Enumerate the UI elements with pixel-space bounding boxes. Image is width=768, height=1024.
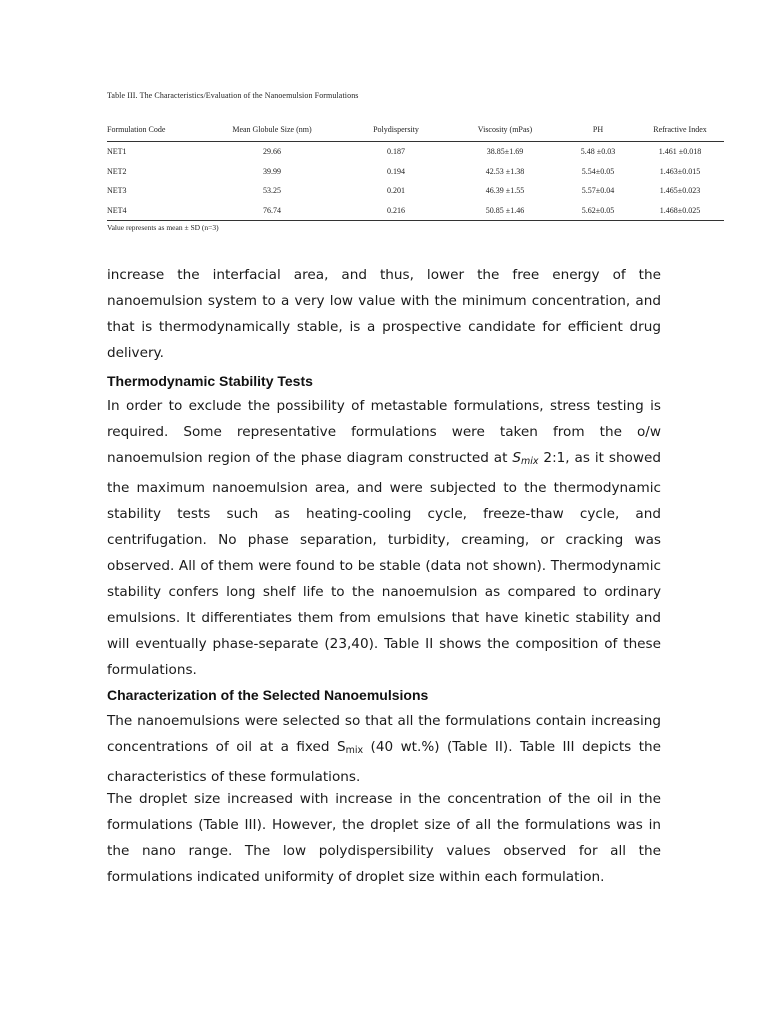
characterization-paragraph-1 xyxy=(107,708,661,790)
cell-globule-size: 39.99 xyxy=(263,166,281,176)
paragraph-text: In order to exclude the possibility of metastable formulations, stress testing is required. Some representative formulations were taken from the o/w nanoemulsion region of the phase diagram constructed at xyxy=(107,398,661,466)
header-mean-globule-size: Mean Globule Size (nm) xyxy=(202,117,342,142)
cell-refractive-index: 1.465±0.023 xyxy=(659,186,701,196)
table-row xyxy=(107,201,724,221)
paragraph-text: 2:1, as it showed the maximum nanoemulsion area, and were subjected to the thermodynamic stability tests such as heating-cooling cycle, freeze-thaw cycle, and centrifugation. No phase separation, turbidity, creaming, or cracking was observed. All of them were found to be stable (data not shown). Thermodynamic stability confers long shelf life to the nanoemulsion as compared to ordinary emulsions. It differentiates them from emulsions that have kinetic stability and will eventually phase-separate (23,40). Table II shows the composition of these formulations. xyxy=(107,450,661,678)
thermodynamic-stability-paragraph xyxy=(107,393,661,683)
cell-globule-size: 76.74 xyxy=(202,201,342,221)
cell-refractive-index: 1.461 ±0.018 xyxy=(658,147,702,157)
paragraph-text: (40 wt.%) (Table II). Table III depicts the characteristics of these formulations. xyxy=(107,739,662,785)
cell-globule-size: 29.66 xyxy=(263,147,281,157)
cell-viscosity: 46.39 ±1.55 xyxy=(485,186,525,196)
table-row xyxy=(107,181,724,201)
cell-viscosity: 42.53 ±1.38 xyxy=(485,166,525,176)
table-header-row xyxy=(107,117,724,142)
cell-formulation-code: NET2 xyxy=(107,166,127,176)
section-heading-characterization: Characterization of the Selected Nanoemulsions xyxy=(107,687,429,703)
cell-formulation-code: NET1 xyxy=(107,147,127,157)
cell-polydispersity: 0.216 xyxy=(342,201,450,221)
header-polydispersity: Polydispersity xyxy=(342,117,450,142)
table-row xyxy=(107,142,724,162)
cell-formulation-code: NET3 xyxy=(107,186,127,196)
smix-subscript: mix xyxy=(521,456,539,467)
header-formulation-code: Formulation Code xyxy=(107,117,202,142)
smix-symbol xyxy=(512,450,538,466)
cell-polydispersity: 0.201 xyxy=(387,186,405,196)
header-refractive-index: Refractive Index xyxy=(636,117,724,142)
cell-polydispersity: 0.194 xyxy=(387,166,405,176)
cell-ph: 5.48 ±0.03 xyxy=(580,147,616,157)
cell-globule-size: 53.25 xyxy=(263,186,281,196)
cell-ph: 5.62±0.05 xyxy=(560,201,636,221)
table-footnote: Value represents as mean ± SD (n=3) xyxy=(107,223,219,232)
cell-viscosity: 50.85 ±1.46 xyxy=(450,201,560,221)
cell-ph: 5.57±0.04 xyxy=(581,186,615,196)
smix-letter: S xyxy=(512,450,521,466)
cell-polydispersity: 0.187 xyxy=(387,147,405,157)
cell-viscosity: 38.85±1.69 xyxy=(486,147,524,157)
table-row xyxy=(107,162,724,182)
cell-refractive-index: 1.463±0.015 xyxy=(659,166,701,176)
header-viscosity: Viscosity (mPas) xyxy=(450,117,560,142)
cell-ph: 5.54±0.05 xyxy=(581,166,615,176)
cell-refractive-index: 1.468±0.025 xyxy=(636,201,724,221)
characterization-paragraph-2: The droplet size increased with increase in the concentration of the oil in the formulations (Table III). However, the droplet size of all the formulations was in the nano range. The low polydispersibility values observed for all the formulations indicated uniformity of droplet size within each formulation. xyxy=(107,791,661,885)
header-ph: PH xyxy=(560,117,636,142)
cell-formulation-code: NET4 xyxy=(107,201,202,221)
table-caption: Table III. The Characteristics/Evaluation of the Nanoemulsion Formulations xyxy=(107,91,359,100)
smix-subscript: mix xyxy=(345,745,364,756)
characteristics-table xyxy=(107,117,724,221)
section-heading-thermodynamic-stability: Thermodynamic Stability Tests xyxy=(107,373,313,389)
intro-paragraph: increase the interfacial area, and thus, lower the free energy of the nanoemulsion system to a very low value with the minimum concentration, and that is thermodynamically stable, is a prospective candidate for efficient drug delivery. xyxy=(107,267,661,361)
paragraph-text: The nanoemulsions were selected so that all the formulations contain increasing concentrations of oil at a fixed S xyxy=(107,713,661,755)
